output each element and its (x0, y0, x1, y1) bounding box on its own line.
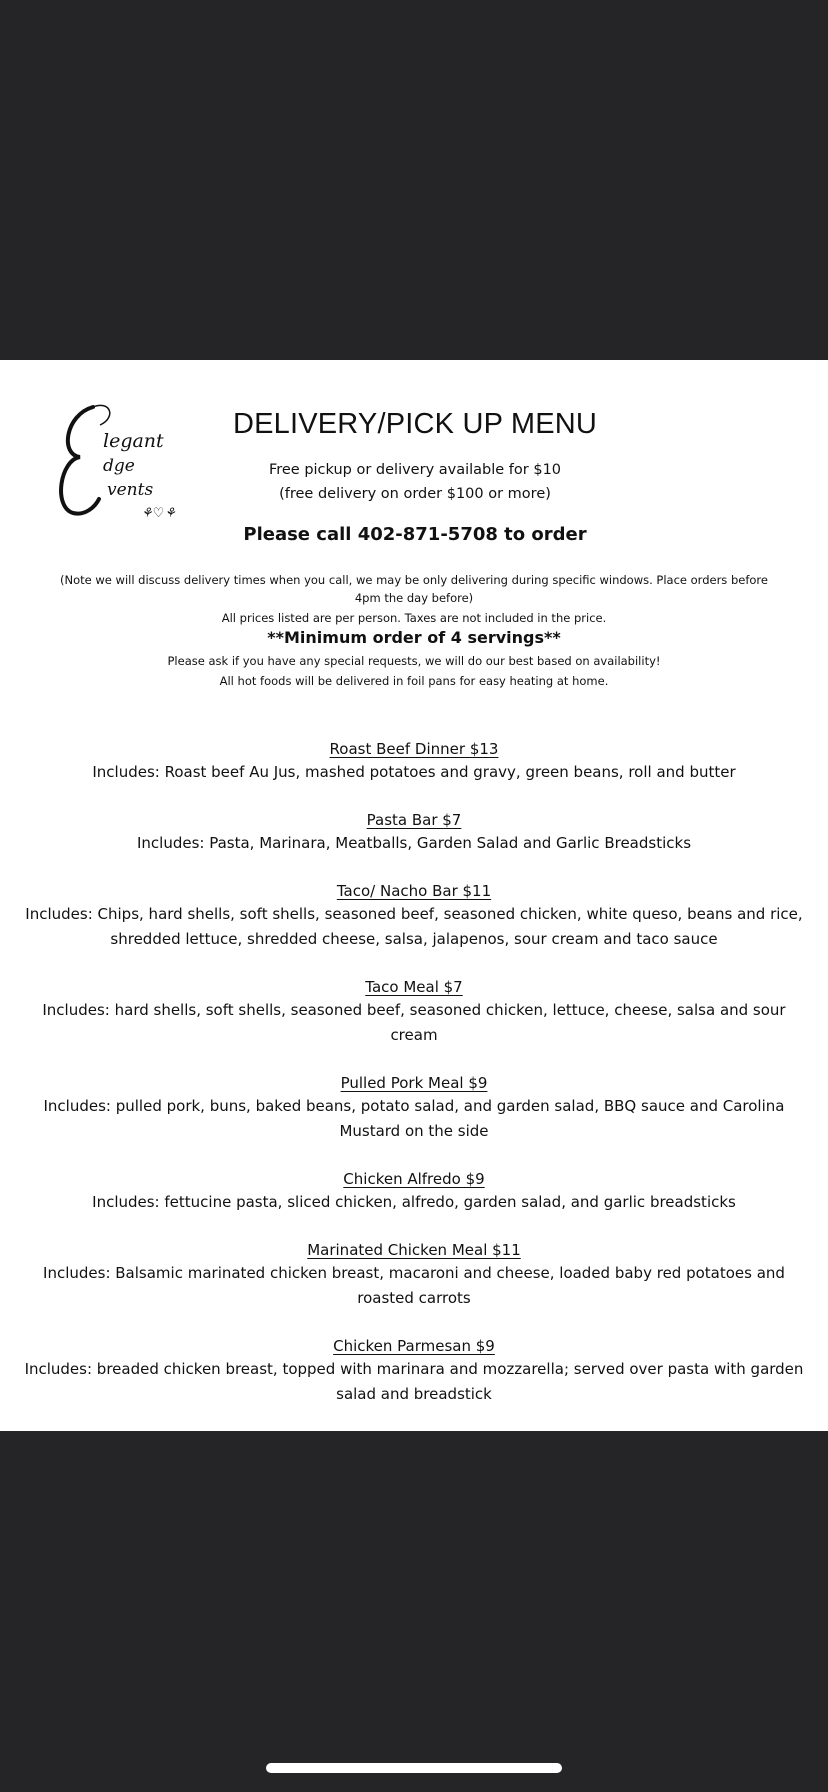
menu-item-taco-meal (20, 976, 808, 1048)
menu-item-chicken-alfredo (20, 1168, 808, 1215)
menu-item-description: Includes: hard shells, soft shells, seasoned beef, seasoned chicken, lettuce, cheese, salsa and sour cream (42, 1001, 786, 1044)
minimum-order-note: **Minimum order of 4 servings** (267, 628, 561, 647)
logo-ornament: ⚘♡⚘ (141, 506, 176, 521)
menu-item-title: Marinated Chicken Meal $11 (307, 1241, 521, 1259)
delivery-note: (Note we will discuss delivery times when you call, we may be only delivering during specific windows. Place orders before 4pm the day before) (60, 573, 768, 605)
menu-image (0, 360, 828, 1431)
menu-title: DELIVERY/PICK UP MENU (232, 408, 598, 440)
menu-item-taco-nacho-bar (20, 880, 808, 952)
special-requests-note: Please ask if you have any special requests, we will do our best based on availability! (167, 654, 661, 668)
menu-item-chicken-parmesan (20, 1335, 808, 1407)
bottom-dark-band (0, 1431, 828, 1792)
menu-item-description: Includes: Pasta, Marinara, Meatballs, Garden Salad and Garlic Breadsticks (136, 834, 692, 852)
menu-item-description: Includes: pulled pork, buns, baked beans, potato salad, and garden salad, BBQ sauce and Carolina Mustard on the side (43, 1097, 785, 1140)
menu-item-description: Includes: breaded chicken breast, topped with marinara and mozzarella; served over pasta with garden salad and breadstick (24, 1360, 804, 1403)
menu-item-description: Includes: Balsamic marinated chicken breast, macaroni and cheese, loaded baby red potatoes and roasted carrots (43, 1264, 785, 1307)
home-indicator-bar[interactable] (266, 1763, 562, 1773)
menu-item-title: Taco/ Nacho Bar $11 (336, 882, 492, 900)
logo-word-2: dge (103, 456, 135, 476)
logo-word-3: vents (107, 480, 154, 500)
menu-item-title: Chicken Alfredo $9 (343, 1170, 485, 1188)
menu-item-title: Roast Beef Dinner $13 (329, 740, 499, 758)
pricing-note: All prices listed are per person. Taxes are not included in the price. (221, 611, 607, 625)
logo-word-1: legant (103, 430, 164, 452)
free-delivery-line: Free pickup or delivery available for $10 (268, 462, 562, 478)
menu-item-marinated-chicken (20, 1239, 808, 1311)
top-dark-band (0, 0, 828, 360)
call-to-order: Please call 402-871-5708 to order (243, 524, 587, 545)
free-delivery-threshold-line: (free delivery on order $100 or more) (279, 486, 551, 502)
menu-item-title: Taco Meal $7 (365, 978, 463, 996)
menu-item-description: Includes: fettucine pasta, sliced chicken, alfredo, garden salad, and garlic breadsticks (92, 1193, 736, 1211)
menu-item-pulled-pork (20, 1072, 808, 1144)
menu-item-title: Pulled Pork Meal $9 (340, 1074, 488, 1092)
menu-item-pasta-bar (20, 809, 808, 856)
menu-item-roast-beef (20, 738, 808, 785)
menu-item-description: Includes: Chips, hard shells, soft shells, seasoned beef, seasoned chicken, white queso, beans and rice, shredded lettuce, shredded cheese, salsa, jalapenos, sour cream and taco sauce (25, 905, 803, 948)
elegant-edge-events-logo (55, 395, 215, 535)
foil-pans-note: All hot foods will be delivered in foil pans for easy heating at home. (219, 674, 609, 688)
menu-item-description: Includes: Roast beef Au Jus, mashed potatoes and gravy, green beans, roll and butter (92, 763, 736, 781)
menu-item-title: Chicken Parmesan $9 (333, 1337, 495, 1355)
menu-item-title: Pasta Bar $7 (366, 811, 462, 829)
